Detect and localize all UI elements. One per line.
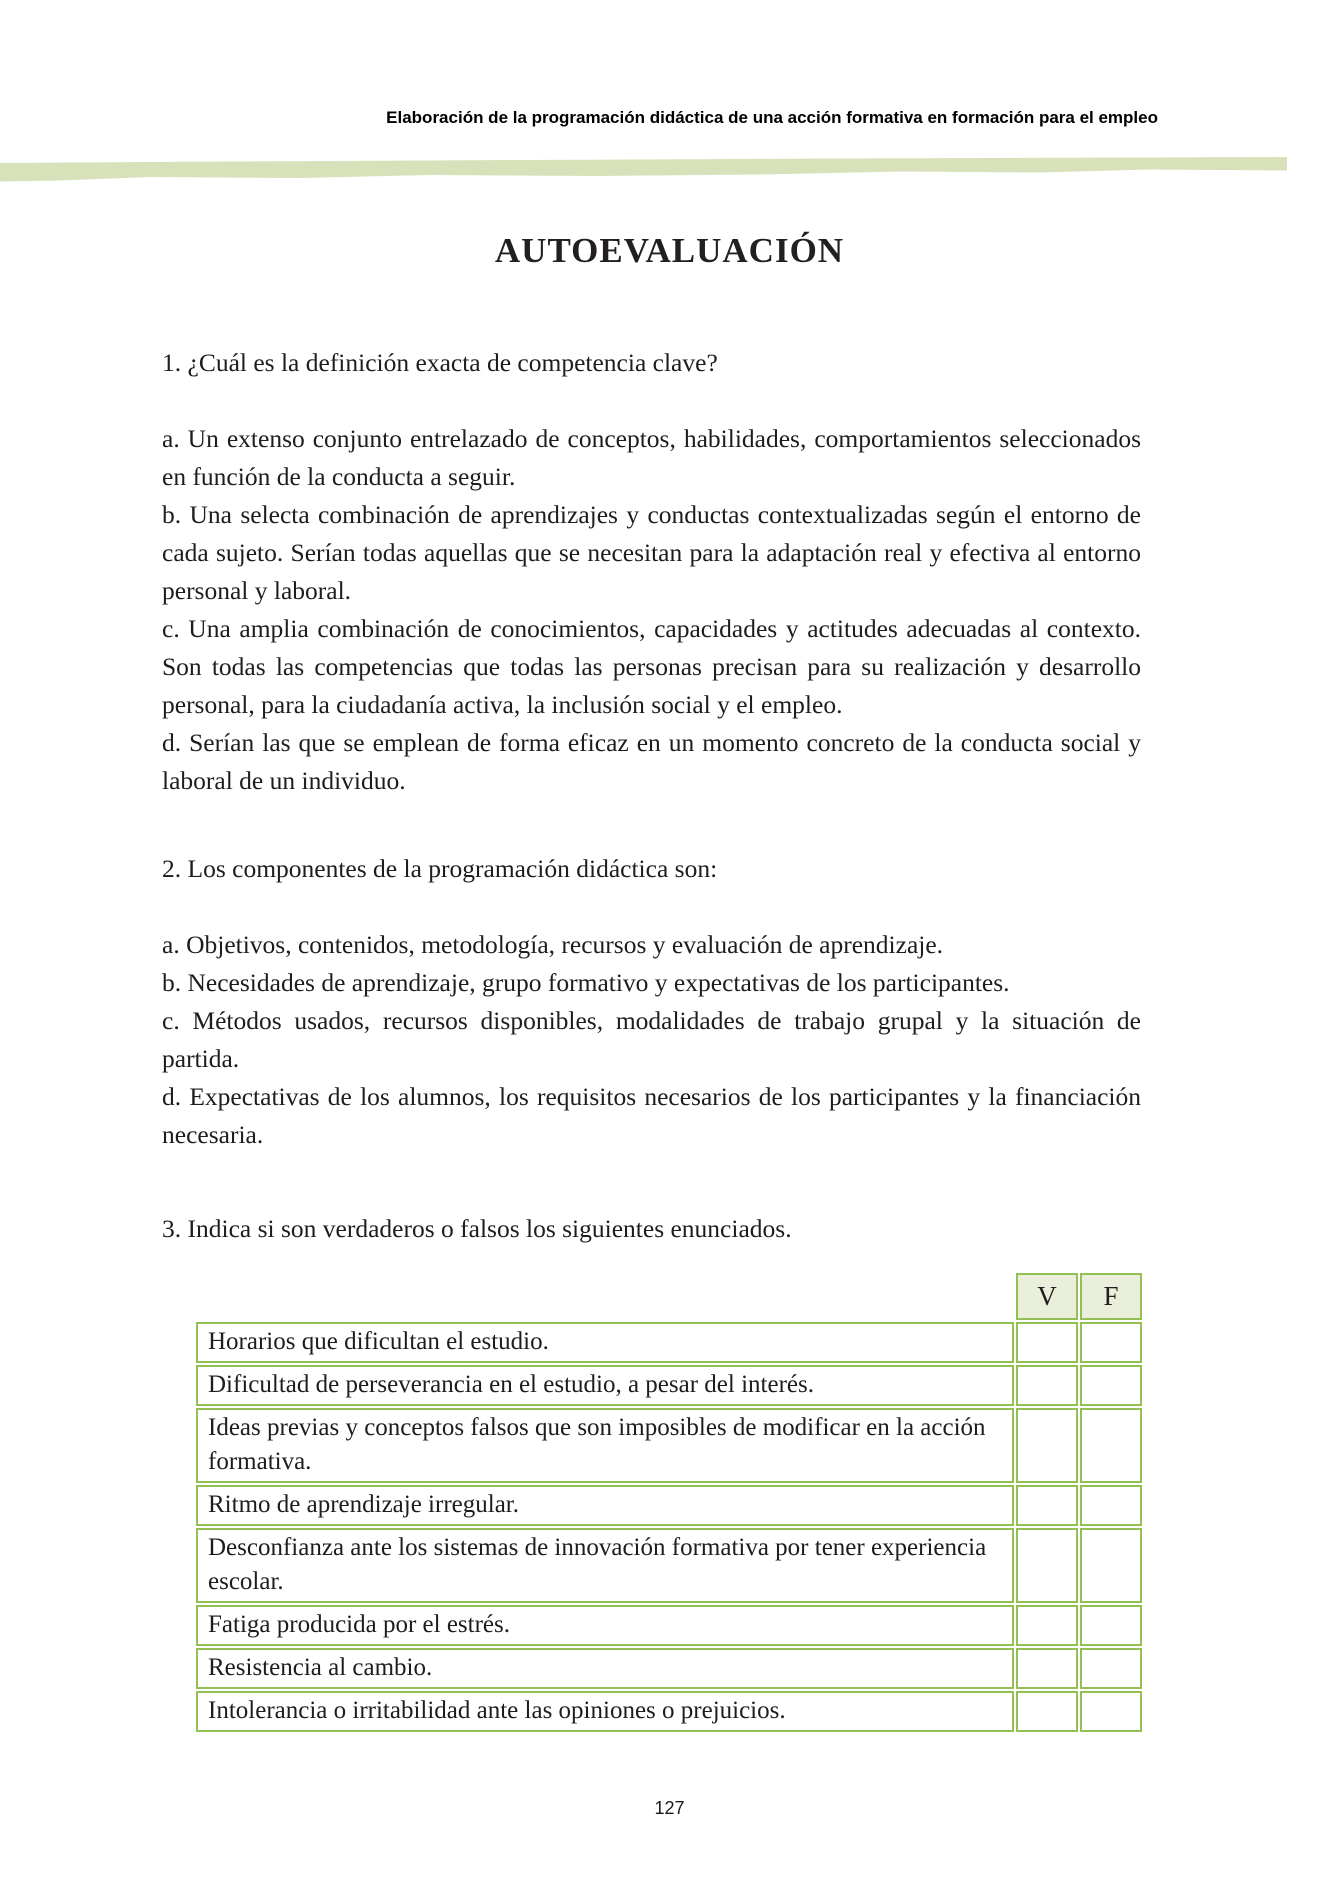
v-answer-cell <box>1016 1485 1078 1526</box>
f-answer-cell <box>1080 1322 1142 1363</box>
f-answer-cell <box>1080 1528 1142 1603</box>
question-1-options <box>162 420 1141 800</box>
statement-cell: Desconfianza ante los sistemas de innovación formativa por tener experiencia escolar. <box>196 1528 1014 1603</box>
statement-cell: Dificultad de perseverancia en el estudio, a pesar del interés. <box>196 1365 1014 1406</box>
f-answer-cell <box>1080 1691 1142 1732</box>
statement-cell: Fatiga producida por el estrés. <box>196 1605 1014 1646</box>
page-title: AUTOEVALUACIÓN <box>494 231 845 270</box>
table-row <box>196 1528 1142 1603</box>
v-answer-cell <box>1016 1408 1078 1483</box>
f-answer-cell <box>1080 1485 1142 1526</box>
question-1-option-a: a. Un extenso conjunto entrelazado de conceptos, habilidades, comportamientos seleccionados en función de la conducta a seguir. <box>162 424 1141 491</box>
question-block-1 <box>162 344 1141 800</box>
question-1-option-d: d. Serían las que se emplean de forma eficaz en un momento concreto de la conducta social y laboral de un individuo. <box>162 728 1141 795</box>
f-answer-cell <box>1080 1408 1142 1483</box>
question-2-option-a: a. Objetivos, contenidos, metodología, recursos y evaluación de aprendizaje. <box>162 930 944 959</box>
v-answer-cell <box>1016 1322 1078 1363</box>
table-header-spacer <box>196 1273 1014 1320</box>
question-1-option-b: b. Una selecta combinación de aprendizajes y conductas contextualizadas según el entorno de cada sujeto. Serían todas aquellas que se necesitan para la adaptación real y efectiva al entorno personal y laboral. <box>162 500 1141 605</box>
statement-cell: Ritmo de aprendizaje irregular. <box>196 1485 1014 1526</box>
v-answer-cell <box>1016 1365 1078 1406</box>
statement-cell: Resistencia al cambio. <box>196 1648 1014 1689</box>
f-answer-cell <box>1080 1365 1142 1406</box>
page-number: 127 <box>654 1798 685 1818</box>
green-band-decoration <box>0 0 1339 200</box>
v-answer-cell <box>1016 1648 1078 1689</box>
f-answer-cell <box>1080 1648 1142 1689</box>
table-row <box>196 1365 1142 1406</box>
question-2-prompt: 2. Los componentes de la programación didáctica son: <box>162 854 718 883</box>
statement-cell: Ideas previas y conceptos falsos que son imposibles de modificar en la acción formativa. <box>196 1408 1014 1483</box>
question-2-option-b: b. Necesidades de aprendizaje, grupo formativo y expectativas de los participantes. <box>162 968 1010 997</box>
statement-cell: Horarios que dificultan el estudio. <box>196 1322 1014 1363</box>
v-answer-cell <box>1016 1528 1078 1603</box>
v-answer-cell <box>1016 1691 1078 1732</box>
table-row <box>196 1605 1142 1646</box>
column-header-v: V <box>1016 1273 1078 1320</box>
table-row <box>196 1485 1142 1526</box>
question-2-option-d: d. Expectativas de los alumnos, los requisitos necesarios de los participantes y la financiación necesaria. <box>162 1082 1141 1149</box>
statement-cell: Intolerancia o irritabilidad ante las opiniones o prejuicios. <box>196 1691 1014 1732</box>
table-row <box>196 1691 1142 1732</box>
question-3-prompt: 3. Indica si son verdaderos o falsos los siguientes enunciados. <box>162 1214 792 1243</box>
f-answer-cell <box>1080 1605 1142 1646</box>
table-row <box>196 1408 1142 1483</box>
question-2-options <box>162 926 1141 1154</box>
question-1-prompt: 1. ¿Cuál es la definición exacta de competencia clave? <box>162 348 718 377</box>
question-1-option-c: c. Una amplia combinación de conocimientos, capacidades y actitudes adecuadas al contexto. Son todas las competencias que todas las personas precisan para su realización y desarrollo personal, para la ciudadanía activa, la inclusión social y el empleo. <box>162 614 1141 719</box>
v-answer-cell <box>1016 1605 1078 1646</box>
true-false-table <box>196 1273 1142 1734</box>
table-row <box>196 1322 1142 1363</box>
question-2-option-c: c. Métodos usados, recursos disponibles, modalidades de trabajo grupal y la situación de partida. <box>162 1006 1141 1073</box>
table-row <box>196 1648 1142 1689</box>
column-header-f: F <box>1080 1273 1142 1320</box>
table-header-row <box>196 1273 1142 1320</box>
question-block-2 <box>162 850 1141 1154</box>
running-header: Elaboración de la programación didáctica de una acción formativa en formación para el empleo <box>386 108 1158 127</box>
